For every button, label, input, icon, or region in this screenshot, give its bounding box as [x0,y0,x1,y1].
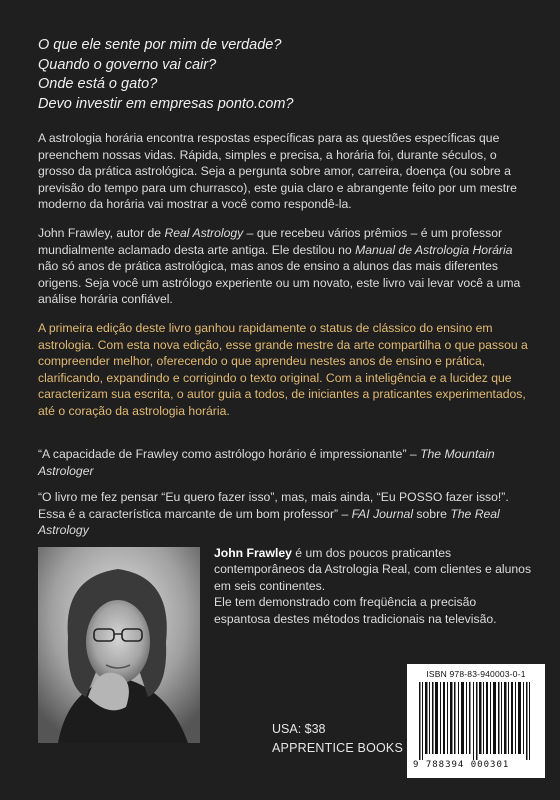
question-list [38,36,518,114]
question-item: Onde está o gato? [38,76,158,92]
publisher: APPRENTICE BOOKS [272,741,404,755]
price: USA: $38 [272,722,326,736]
author-text: não só anos de prática astrológica, mas anos de ensino a alunos das mais diferentes origens. Seja você um astrólogo experiente ou um novato, este livro vai levar você a uma análise horária confiável. [38,259,521,307]
author-bio [214,545,534,627]
question-item: Devo investir em empresas ponto.com? [38,95,294,112]
author-text: – que recebeu vários prêmios – é um professor mundialmente aclamado desta arte antiga. Ele destilou no [38,226,503,257]
author-text: John Frawley, autor de [38,226,165,240]
intro-paragraph: A astrologia horária encontra respostas específicas para as questões específicas que preenchem nossas vidas. Rápida, simples e precisa, a horária foi, durante séculos, o grosso da prática astrológica. Seja a pergunta sobre amor, carreira, doença (ou sobre a previsão do tempo para um churrasco), este guia claro e abrangente feito por um mestre moderno da horária vai mostrar a você como respondê-la. [38,131,517,212]
review-text: “A capacidade de Frawley como astrólogo horário é impressionante” – [38,447,421,461]
review-source: The Mountain Astrologer [38,447,495,478]
review-quote [38,489,528,539]
review-quote [38,446,528,479]
isbn-digits: 9 788394 000301 [413,760,510,770]
bio-text: Ele tem demonstrado com freqüência a precisão espantosa destes métodos tradicionais na televisão. [214,595,497,626]
barcode-icon [417,682,535,760]
question-item: O que ele sente por mim de verdade? [38,37,282,53]
book-title-manual: Manual de Astrologia Horária [355,242,513,257]
author-portrait-image [38,547,200,743]
isbn-barcode [407,664,545,778]
review-book-title: The Real Astrology [38,506,500,538]
author-photo [38,547,200,743]
isbn-label: ISBN 978-83-940003-0-1 [426,669,526,679]
review-source: FAI Journal [351,506,414,521]
edition-paragraph: A primeira edição deste livro ganhou rapidamente o status de clássico do ensino em astrologia. Com esta nova edição, esse grande mestre da arte compartilha o que passou a compreender melhor, oferecendo o que aprendeu nestes anos de ensino e prática, clarificando, expandindo e corrigindo o texto original. Com a inteligência e a lucidez que caracterizam sua escrita, o autor guia a todos, de iniciantes a praticantes experimentados, até o coração da astrologia horária. [38,321,528,418]
review-text: sobre [413,506,451,521]
question-item: Quando o governo vai cair? [38,56,217,73]
author-name: John Frawley [214,546,292,560]
review-text: “O livro me fez pensar “Eu quero fazer isso”, mas, mais ainda, “Eu POSSO fazer isso!”. Essa é a característica marcante de um bom professor” – [38,490,509,521]
bio-text: é um dos poucos praticantes contemporâneos da Astrologia Real, com clientes e alunos em seis continentes. [214,546,532,593]
book-title-real-astrology: Real Astrology [164,226,244,240]
author-paragraph [38,225,528,308]
